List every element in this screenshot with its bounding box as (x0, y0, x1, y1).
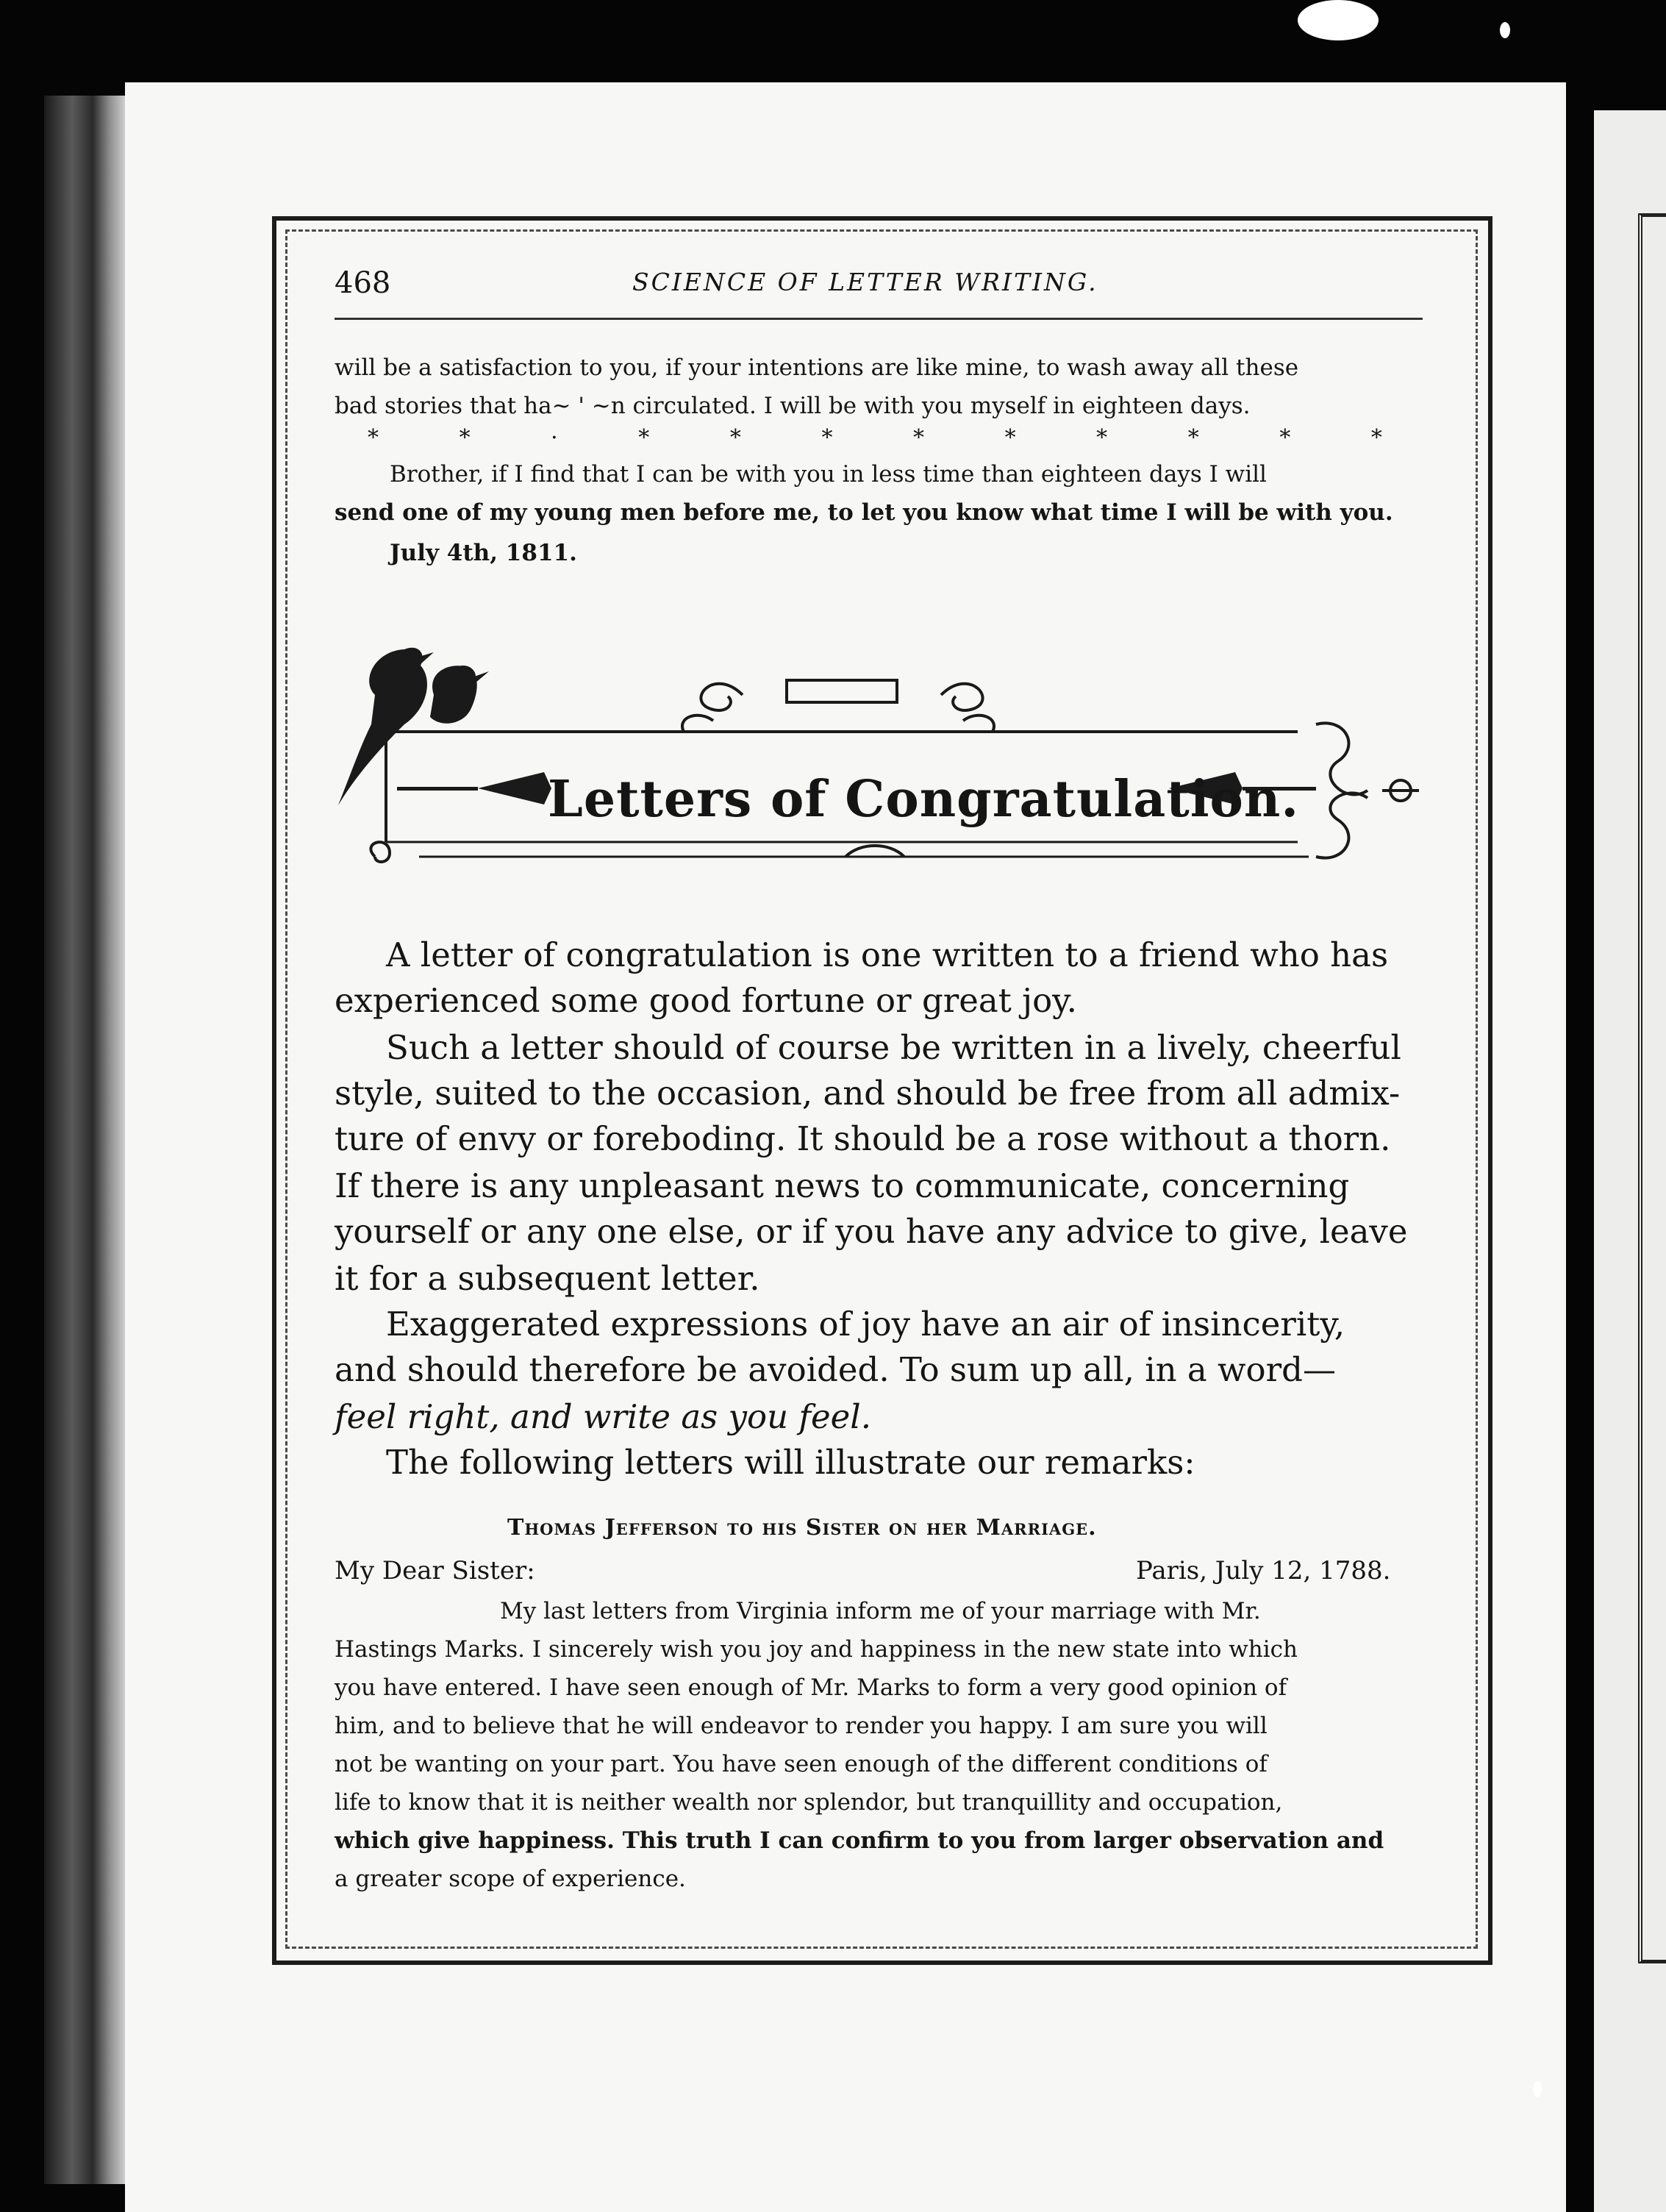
section-title: Letters of Congratulation. (548, 770, 1300, 829)
body-line: Such a letter should of course be written in a lively, cheerful (386, 1028, 1401, 1067)
text-line: will be a satisfaction to you, if your intentions are like mine, to wash away all these (335, 354, 1299, 381)
text-line: bad stories that ha~ ' ~n circulated. I will be with you myself in eighteen days. (335, 393, 1251, 419)
star-mark: * (1187, 425, 1199, 451)
star-mark: * (821, 425, 833, 451)
letter-line: which give happiness. This truth I can confirm to you from larger observation and (335, 1827, 1384, 1854)
star-mark: * (1004, 425, 1016, 451)
page-header (335, 266, 1423, 320)
letter-line: you have entered. I have seen enough of Mr. Marks to form a very good opinion of (335, 1674, 1287, 1701)
book-spine-edge (44, 96, 125, 2184)
laurel-left-icon (397, 772, 551, 804)
scan-speck (1533, 2081, 1542, 2097)
body-line: If there is any unpleasant news to communicate, concerning (335, 1166, 1350, 1205)
body-line: A letter of congratulation is one written to a friend who has (386, 935, 1389, 974)
letter-dateline: Paris, July 12, 1788. (1136, 1556, 1391, 1585)
body-line: and should therefore be avoided. To sum up all, in a word— (335, 1350, 1336, 1389)
letter-line: Hastings Marks. I sincerely wish you joy and happiness in the new state into which (335, 1636, 1298, 1663)
star-mark: * (459, 425, 471, 451)
page-number: 468 (335, 266, 391, 300)
body-line: yourself or any one else, or if you have any advice to give, leave (335, 1212, 1408, 1251)
body-line: Exaggerated expressions of joy have an air of insincerity, (386, 1305, 1345, 1344)
letter-salutation: My Dear Sister: (335, 1556, 535, 1585)
facing-page-border (1638, 213, 1666, 1963)
letter-line: a greater scope of experience. (335, 1866, 686, 1892)
star-mark: * (729, 425, 741, 451)
letter-date: July 4th, 1811. (390, 540, 577, 566)
letter-line: him, and to believe that he will endeavor to render you happy. I am sure you will (335, 1713, 1268, 1739)
running-head: SCIENCE OF LETTER WRITING. (632, 268, 1098, 296)
letter-line: not be wanting on your part. You have seen enough of the different conditions of (335, 1751, 1268, 1777)
star-mark: * (1370, 425, 1382, 451)
star-mark: · (551, 425, 558, 451)
star-mark: * (913, 425, 925, 451)
top-scroll-icon (682, 680, 994, 732)
body-line: experienced some good fortune or great joy. (335, 981, 1077, 1020)
scan-glare (1298, 0, 1379, 40)
letter-line: life to know that it is neither wealth nor splendor, but tranquillity and occupation, (335, 1789, 1283, 1816)
star-mark: * (1096, 425, 1108, 451)
body-line: The following letters will illustrate our remarks: (386, 1443, 1195, 1482)
star-mark: * (1279, 425, 1291, 451)
body-line: style, suited to the occasion, and should be free from all admix- (335, 1074, 1401, 1113)
scan-speck (1500, 22, 1510, 38)
text-line: send one of my young men before me, to let you know what time I will be with you. (335, 499, 1393, 526)
birds-icon (338, 648, 489, 805)
letter-heading: Thomas Jefferson to his Sister on her Marriage. (507, 1515, 1097, 1541)
text-line: Brother, if I find that I can be with you in less time than eighteen days I will (390, 461, 1267, 488)
right-flourish-icon (1316, 723, 1419, 857)
letter-line: My last letters from Virginia inform me of your marriage with Mr. (500, 1598, 1261, 1624)
star-mark: * (638, 425, 650, 451)
body-line-italic: feel right, and write as you feel. (335, 1397, 871, 1436)
body-line: ture of envy or foreboding. It should be a rose without a thorn. (335, 1119, 1391, 1158)
ellipsis-stars (368, 425, 1382, 451)
star-mark: * (368, 425, 379, 451)
bottom-scroll-icon (371, 842, 1309, 862)
body-line: it for a subsequent letter. (335, 1259, 760, 1298)
